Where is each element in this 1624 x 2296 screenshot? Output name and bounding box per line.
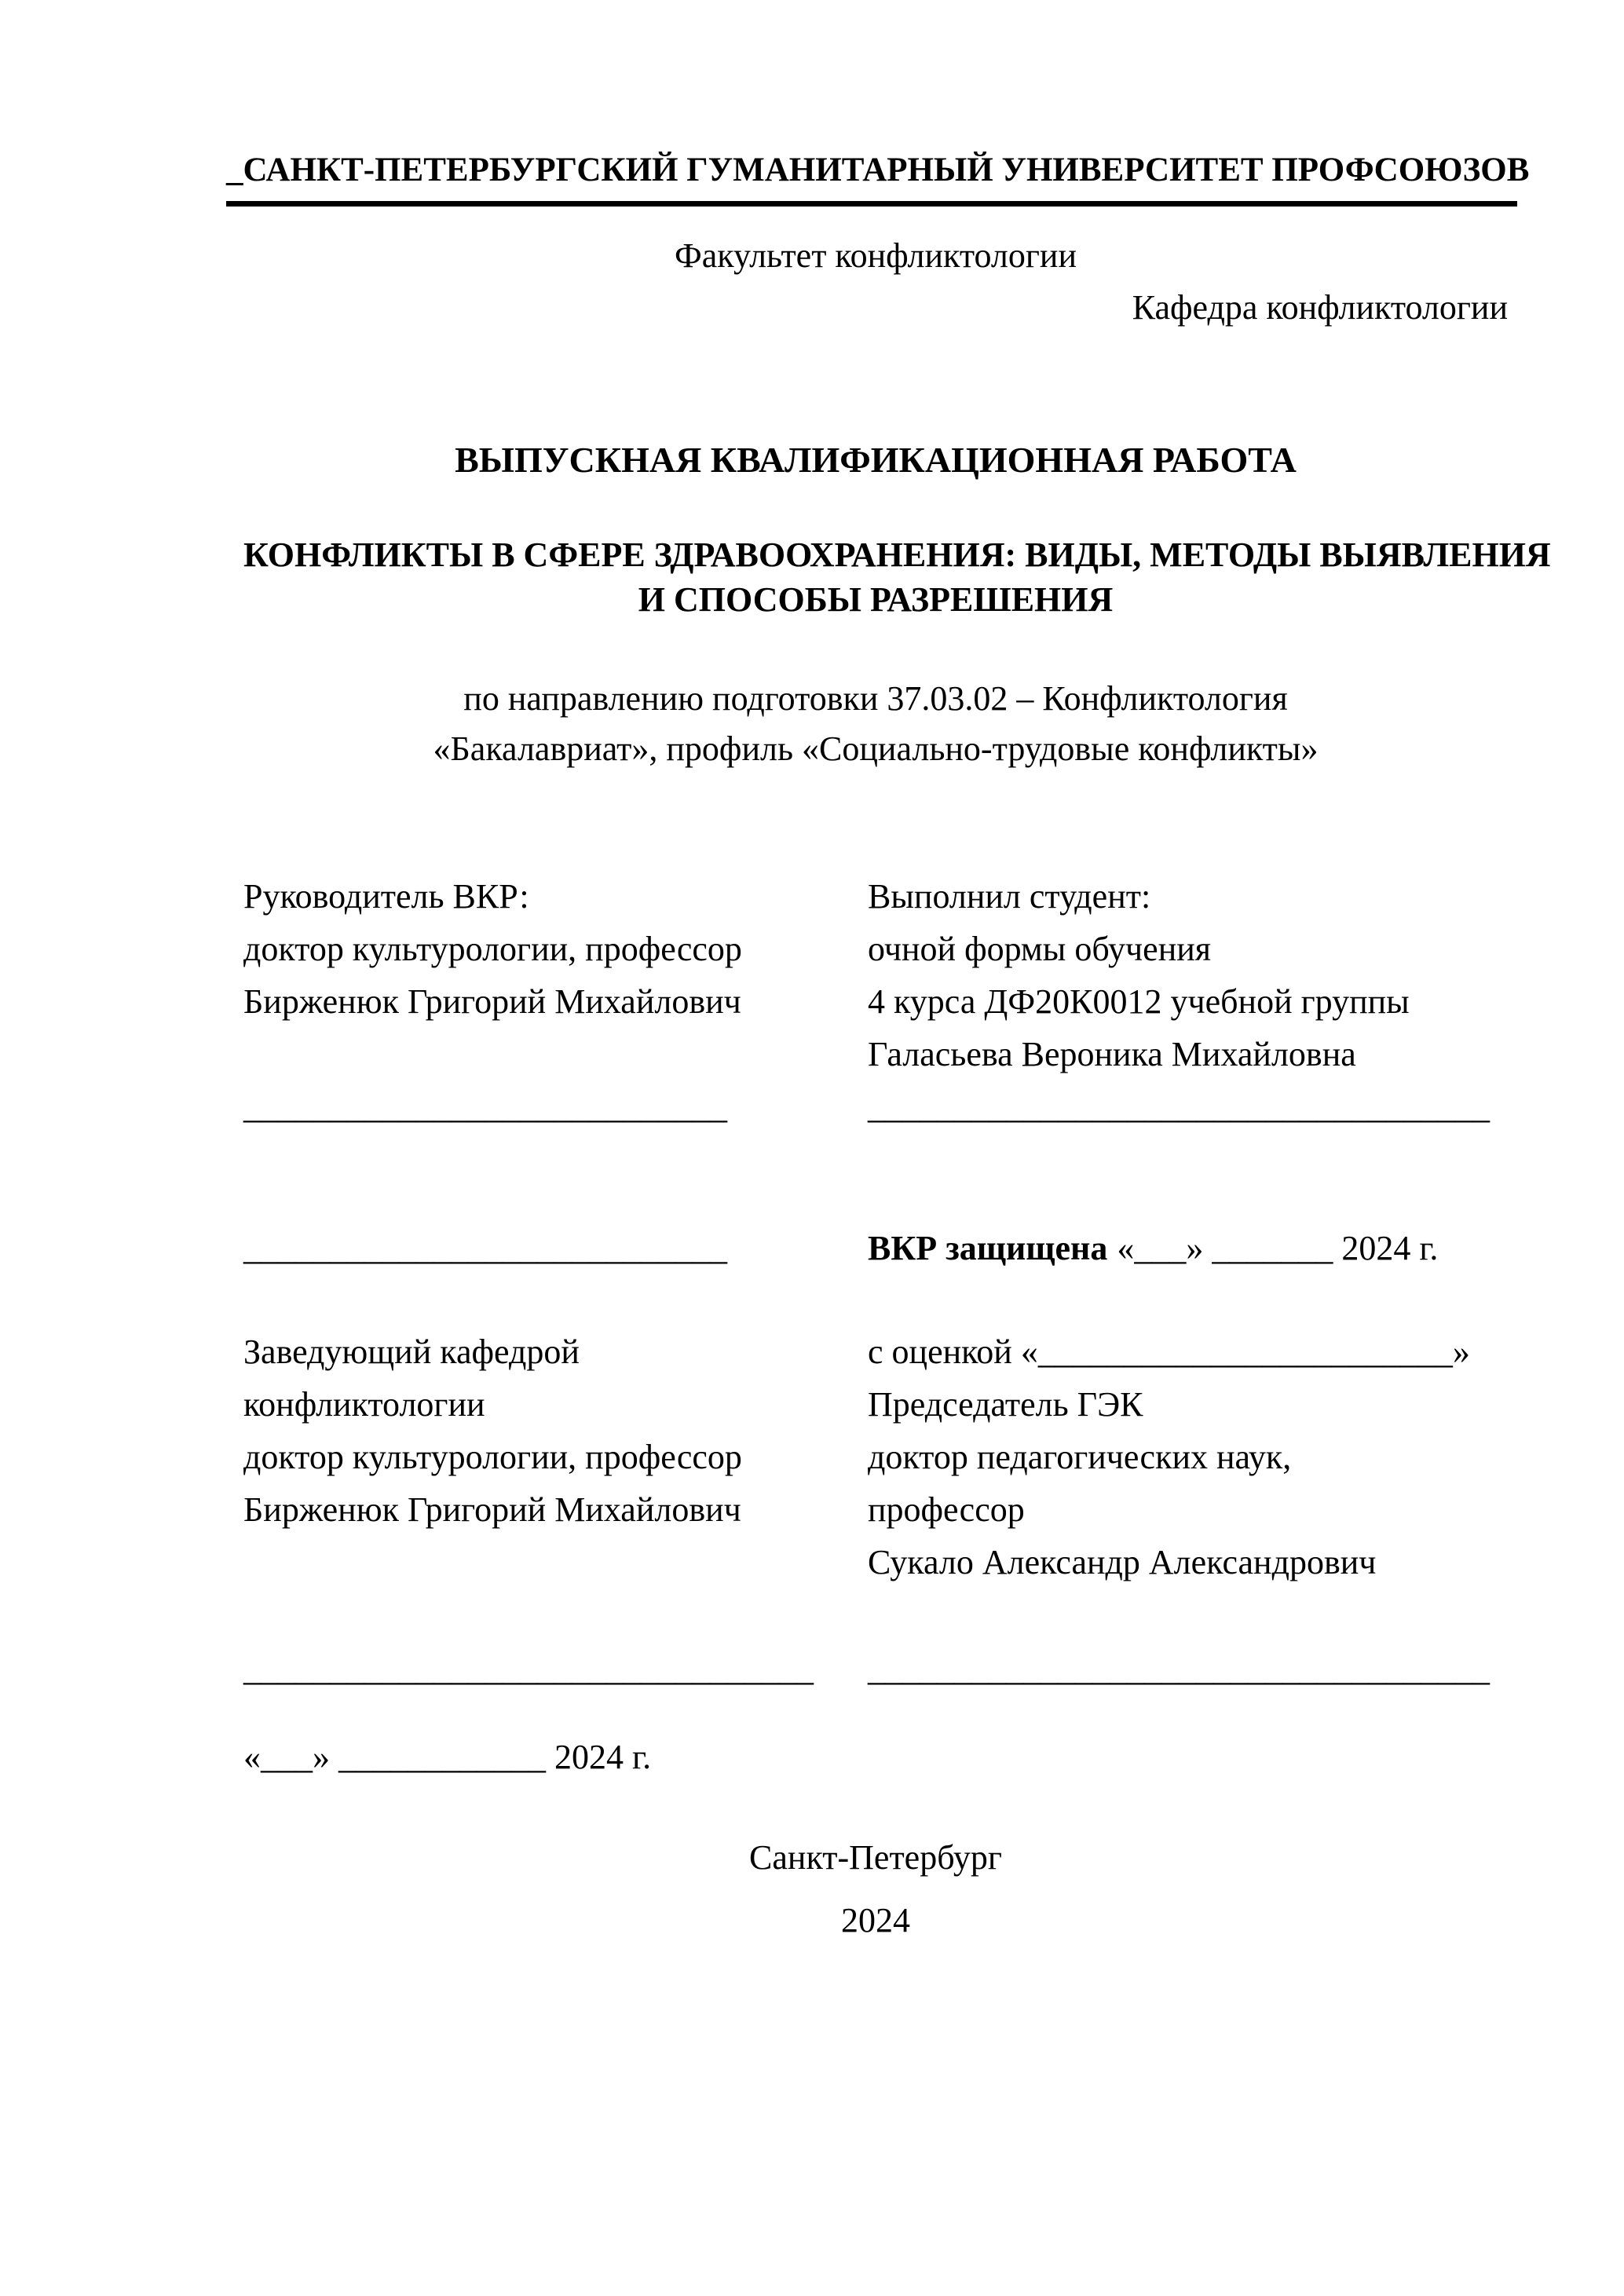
supervisor-student-block [243,870,1508,1133]
student-signature-line: ____________________________________ [868,1088,1490,1126]
grade-blank-line: с оценкой «________________________» [868,1333,1470,1371]
defense-date-blank: «___» _______ 2024 г. [1117,1229,1439,1267]
department-head-column [243,1325,868,1536]
supervisor-role: Руководитель ВКР: [243,877,529,916]
supervisor-name: Бирженюк Григорий Михайлович [243,982,741,1021]
committee-column [868,1325,1508,1589]
supervisor-degree: доктор культурологии, профессор [243,930,742,968]
supervisor-column [243,870,868,1133]
department-head-role-line-2: конфликтологии [243,1385,485,1424]
university-name: САНКТ-ПЕТЕРБУРГСКИЙ ГУМАНИТАРНЫЙ УНИВЕРСИТЕТ ПРОФСОЮЗОВ [243,152,1530,188]
supervisor-signature-line: ____________________________ [243,1088,727,1126]
department-line: Кафедра конфликтологии [1132,288,1508,327]
bottom-right-signature-line: ____________________________________ [868,1650,1490,1688]
work-type-title: ВЫПУСКНАЯ КВАЛИФИКАЦИОННАЯ РАБОТА [455,440,1297,480]
spacer-line [243,1028,868,1080]
committee-chair-degree-line-2: профессор [868,1490,1025,1529]
city-line: Санкт-Петербург [749,1838,1002,1877]
bottom-signatures-row [243,1643,1508,1695]
student-role: Выполнил студент: [868,877,1151,916]
student-column [868,870,1508,1133]
department-head-name: Бирженюк Григорий Михайлович [243,1490,741,1529]
committee-chair-title: Председатель ГЭК [868,1385,1143,1424]
thesis-title-line-1: КОНФЛИКТЫ В СФЕРЕ ЗДРАВООХРАНЕНИЯ: ВИДЫ, МЕТОДЫ ВЫЯВЛЕНИЯ [243,536,1551,574]
defense-statement [868,1222,1508,1274]
student-group: 4 курса ДФ20К0012 учебной группы [868,982,1410,1021]
department-head-degree: доктор культурологии, профессор [243,1438,742,1476]
department-head-role-line-1: Заведующий кафедрой [243,1333,580,1371]
bottom-left-signature-line: _________________________________ [243,1650,814,1688]
defense-left-signature-line: ____________________________ [243,1229,727,1267]
committee-chair-degree-line-1: доктор педагогических наук, [868,1438,1292,1476]
defense-row [243,1222,1508,1274]
student-study-form: очной формы обучения [868,930,1212,968]
department-head-committee-block [243,1325,1508,1589]
university-header [226,149,1530,207]
program-block [243,674,1508,774]
program-line-2: «Бакалавриат», профиль «Социально-трудовые конфликты» [433,729,1319,768]
thesis-title-line-2: И СПОСОБЫ РАЗРЕШЕНИЯ [638,580,1114,619]
page-content [226,0,1551,2296]
bottom-date-blank: «___» ____________ 2024 г. [243,1738,652,1776]
student-name: Галасьева Вероника Михайловна [868,1035,1356,1073]
leading-underscore: _ [226,152,243,188]
program-line-1: по направлению подготовки 37.03.02 – Конфликтология [463,679,1288,718]
thesis-title [243,532,1551,622]
faculty-line: Факультет конфликтологии [674,236,1077,275]
year-line: 2024 [841,1901,910,1940]
defense-label: ВКР защищена [868,1229,1108,1267]
committee-chair-name: Сукало Александр Александрович [868,1543,1377,1581]
